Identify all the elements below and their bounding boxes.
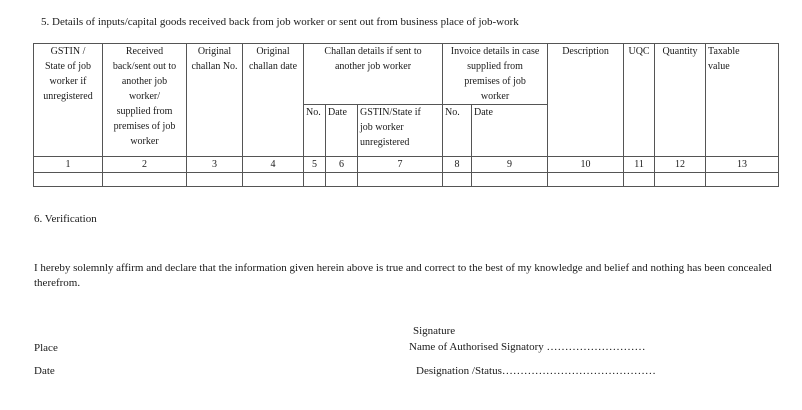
- column-number: 3: [187, 157, 243, 173]
- header-row-top: [34, 44, 779, 105]
- table-cell[interactable]: [243, 173, 304, 187]
- table-cell[interactable]: [103, 173, 187, 187]
- table-cell[interactable]: [706, 173, 779, 187]
- header-description: Description: [548, 44, 624, 157]
- column-number: 13: [706, 157, 779, 173]
- header-challan-details: Challan details if sent to another job worker: [304, 44, 443, 105]
- signature-label: Signature: [413, 325, 456, 337]
- table-cell[interactable]: [304, 173, 326, 187]
- column-number-row: [34, 157, 779, 173]
- header-uqc: UQC: [624, 44, 655, 157]
- header-quantity: Quantity: [655, 44, 706, 157]
- table-cell[interactable]: [624, 173, 655, 187]
- table-cell[interactable]: [34, 173, 103, 187]
- date-label: Date: [34, 365, 55, 377]
- header-challan-no: No.: [304, 105, 326, 157]
- column-number: 7: [358, 157, 443, 173]
- job-work-details-table: [33, 43, 779, 187]
- header-invoice-no: No.: [443, 105, 472, 157]
- table-cell[interactable]: [326, 173, 358, 187]
- declaration-text: I hereby solemnly affirm and declare that the information given herein above is true and correct to the best of my knowledge and belief and nothing has been concealed therefrom.: [34, 262, 772, 289]
- column-number: 2: [103, 157, 187, 173]
- table-row: [34, 173, 779, 187]
- header-challan-date: Date: [326, 105, 358, 157]
- section-5-title: 5. Details of inputs/capital goods received back from job worker or sent out from business place of job-work: [41, 16, 519, 28]
- place-label: Place: [34, 342, 58, 354]
- table-cell[interactable]: [443, 173, 472, 187]
- column-number: 12: [655, 157, 706, 173]
- column-number: 4: [243, 157, 304, 173]
- header-original-challan-no: Original challan No.: [187, 44, 243, 157]
- designation-label: Designation /Status……………………………………: [416, 365, 656, 377]
- table-cell[interactable]: [358, 173, 443, 187]
- header-challan-gstin: GSTIN/State if job worker unregistered: [358, 105, 443, 157]
- table-cell[interactable]: [187, 173, 243, 187]
- column-number: 1: [34, 157, 103, 173]
- column-number: 5: [304, 157, 326, 173]
- header-received: Received back/sent out to another job worker/ supplied from premises of job worker: [103, 44, 187, 157]
- section-6-title: 6. Verification: [34, 213, 97, 225]
- table-cell[interactable]: [472, 173, 548, 187]
- table-cell[interactable]: [548, 173, 624, 187]
- header-invoice-date: Date: [472, 105, 548, 157]
- header-original-challan-date: Original challan date: [243, 44, 304, 157]
- table-cell[interactable]: [655, 173, 706, 187]
- header-taxable-value: Taxable value: [706, 44, 779, 157]
- column-number: 10: [548, 157, 624, 173]
- header-gstin: GSTIN / State of job worker if unregistered: [34, 44, 103, 157]
- column-number: 11: [624, 157, 655, 173]
- column-number: 8: [443, 157, 472, 173]
- header-invoice-details: Invoice details in case supplied from premises of job worker: [443, 44, 548, 105]
- column-number: 9: [472, 157, 548, 173]
- column-number: 6: [326, 157, 358, 173]
- authorised-signatory-label: Name of Authorised Signatory ………………………: [409, 341, 646, 353]
